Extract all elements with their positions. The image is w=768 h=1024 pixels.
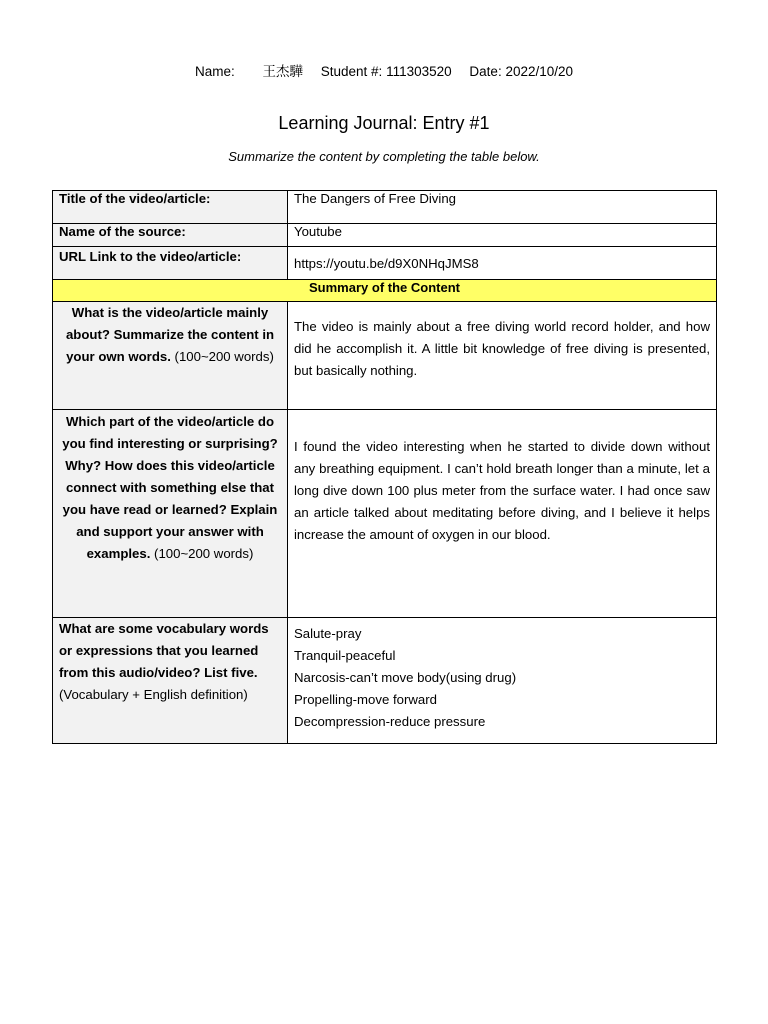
vocab-item: Decompression-reduce pressure bbox=[294, 714, 486, 729]
date-label: Date: bbox=[469, 64, 502, 79]
question-2-note: (100~200 words) bbox=[154, 546, 254, 561]
table-row bbox=[53, 224, 717, 247]
question-3 bbox=[53, 618, 288, 744]
vocab-item: Tranquil-peaceful bbox=[294, 648, 396, 663]
table-row bbox=[53, 247, 717, 280]
table-row bbox=[53, 410, 717, 618]
question-2-text: Which part of the video/article do you find interesting or surprising? Why? How does this video/article connect with something else that you have read or learned? Explain and support your answer with examples. bbox=[62, 414, 278, 561]
table-row bbox=[53, 191, 717, 224]
table-row bbox=[53, 618, 717, 744]
journal-table bbox=[52, 190, 717, 744]
answer-1: The video is mainly about a free diving world record holder, and how did he accomplish it. A little bit knowledge of free diving is presented, but basically nothing. bbox=[288, 302, 717, 410]
vocab-item: Narcosis-can’t move body(using drug) bbox=[294, 670, 517, 685]
question-3-text: What are some vocabulary words or expressions that you learned from this audio/video? List five. bbox=[59, 621, 269, 680]
question-1 bbox=[53, 302, 288, 410]
title-label: Title of the video/article: bbox=[53, 191, 288, 224]
source-label: Name of the source: bbox=[53, 224, 288, 247]
url-label: URL Link to the video/article: bbox=[53, 247, 288, 280]
question-3-note: (Vocabulary + English definition) bbox=[59, 687, 248, 702]
summary-heading: Summary of the Content bbox=[53, 280, 717, 302]
table-row bbox=[53, 302, 717, 410]
title-value: The Dangers of Free Diving bbox=[288, 191, 717, 224]
source-value: Youtube bbox=[288, 224, 717, 247]
student-number-value: 111303520 bbox=[386, 64, 452, 79]
url-value: https://youtu.be/d9X0NHqJMS8 bbox=[288, 247, 717, 280]
student-number-label: Student #: bbox=[320, 64, 383, 79]
question-1-note: (100~200 words) bbox=[174, 349, 274, 364]
vocab-item: Propelling-move forward bbox=[294, 692, 437, 707]
page-title: Learning Journal: Entry #1 bbox=[278, 113, 490, 133]
page-subtitle: Summarize the content by completing the table below. bbox=[228, 149, 540, 164]
question-1-text: What is the video/article mainly about? Summarize the content in your own words. bbox=[65, 305, 275, 364]
name-value: 王杰驊 bbox=[262, 64, 303, 79]
vocab-list bbox=[288, 618, 717, 744]
summary-heading-row bbox=[53, 280, 717, 302]
vocab-item: Salute-pray bbox=[294, 626, 362, 641]
date-value: 2022/10/20 bbox=[505, 64, 574, 79]
question-2 bbox=[53, 410, 288, 618]
answer-2: I found the video interesting when he started to divide down without any breathing equipment. I can’t hold breath longer than a minute, let a long dive down 100 plus meter from the surface water. I had once saw an article talked about meditating before diving, and I believe it helps increase the amount of oxygen in our blood. bbox=[288, 410, 717, 618]
name-label: Name: bbox=[194, 64, 235, 79]
header-info bbox=[0, 60, 768, 80]
